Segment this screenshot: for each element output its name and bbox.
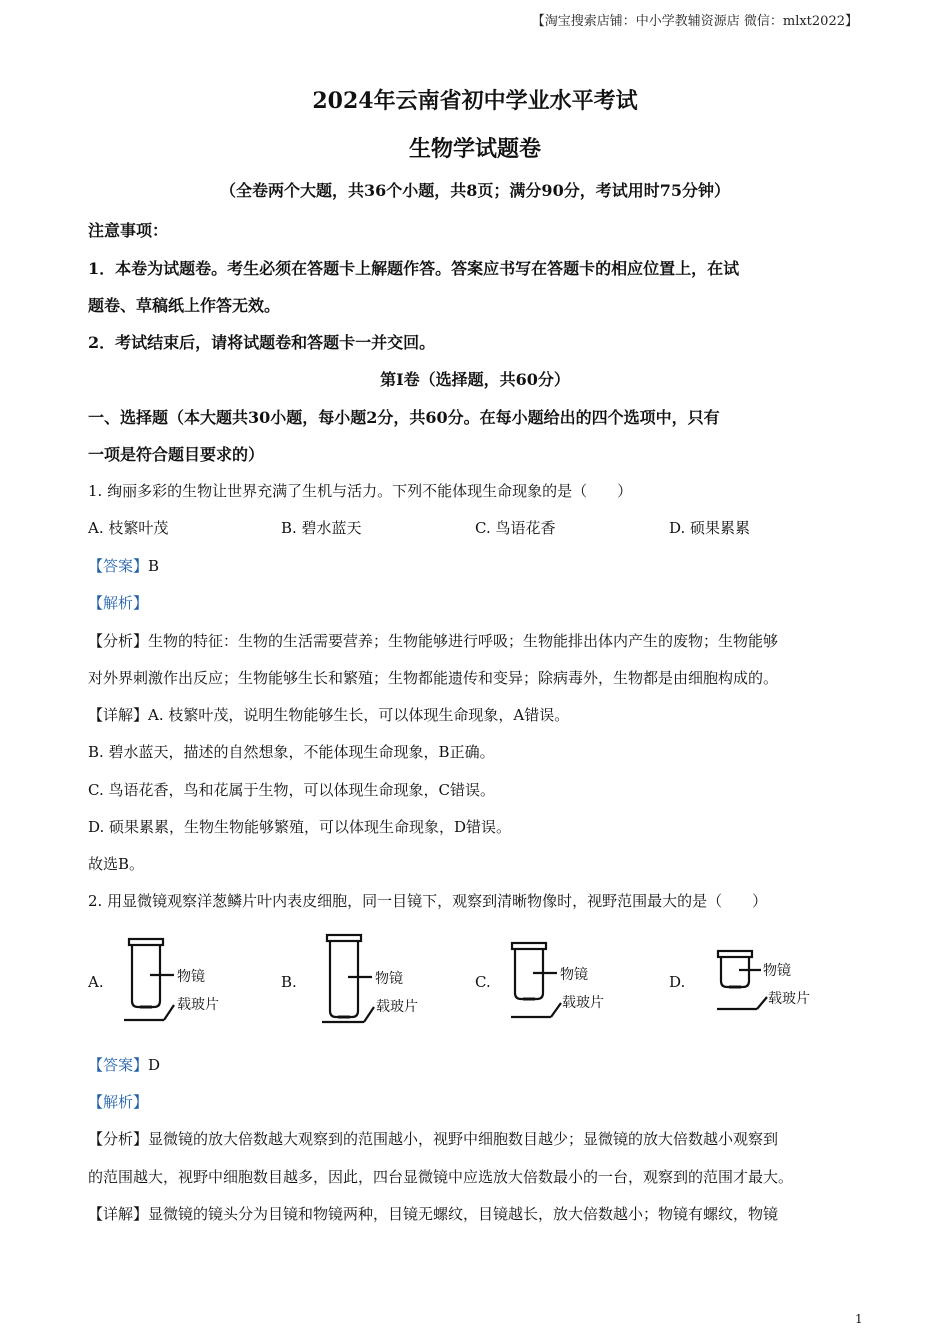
q2-stem: 2. 用显微镜观察洋葱鳞片叶内表皮细胞，同一目镜下，观察到清晰物像时，视野范围最大的是（ ）: [88, 892, 768, 910]
part-heading-line-1: 一、选择题（本大题共30小题，每小题2分，共60分。在每小题给出的四个选项中，只有: [88, 408, 720, 427]
exam-title: 2024年云南省初中学业水平考试: [312, 88, 638, 114]
objective-c-figure: [511, 943, 561, 1017]
q1-answer: B: [148, 557, 160, 575]
q2-fenxi-text-1: 显微镜的放大倍数越大观察到的范围越小，视野中细胞数目越少；显微镜的放大倍数越小观察到: [148, 1130, 779, 1148]
objective-label-b: 物镜: [375, 971, 403, 987]
q1-detail-a-text: A. 枝繁叶茂，说明生物能够生长，可以体现生命现象，A错误。: [148, 706, 570, 724]
slide-label-a: 载玻片: [177, 997, 219, 1013]
notice-item-2: 2．考试结束后，请将试题卷和答题卡一并交回。: [88, 333, 436, 352]
slide-b-pointer: [364, 1007, 374, 1022]
q1-option-b: B. 碧水蓝天: [281, 519, 362, 537]
exam-info: （全卷两个大题，共36个小题，共8页；满分90分，考试用时75分钟）: [220, 181, 730, 200]
part-heading-line-2: 一项是符合题目要求的）: [88, 445, 265, 464]
q2-answer-label: 【答案】: [88, 1056, 149, 1074]
slide-label-c: 载玻片: [562, 995, 604, 1011]
notice-heading: 注意事项：: [88, 221, 169, 240]
q2-detail-line-1: [88, 1203, 778, 1224]
slide-label-d: 载玻片: [768, 991, 810, 1007]
q2-fenxi-label: 【分析】: [88, 1130, 149, 1148]
q2-option-b-label: B.: [281, 973, 297, 991]
q1-detail-c: C. 鸟语花香，鸟和花属于生物，可以体现生命现象，C错误。: [88, 781, 495, 799]
q2-xiangjie-label: 【详解】: [88, 1205, 149, 1223]
q1-fenxi-line-1: [88, 630, 778, 651]
q1-stem: 1. 绚丽多彩的生物让世界充满了生机与活力。下列不能体现生命现象的是（ ）: [88, 482, 633, 500]
notice-item-1-line-1: 1．本卷为试题卷。考生必须在答题卡上解题作答。答案应书写在答题卡的相应位置上，在试: [88, 259, 740, 278]
q1-option-c: C. 鸟语花香: [475, 519, 556, 537]
slide-d-pointer: [757, 997, 767, 1009]
slide-a-pointer: [164, 1005, 174, 1020]
volume-title: 第Ⅰ卷（选择题，共60分）: [380, 370, 570, 389]
q1-detail-a: [88, 704, 569, 725]
objective-a-figure: [124, 939, 174, 1020]
q1-fenxi-label: 【分析】: [88, 632, 149, 650]
objective-b-body: [330, 941, 358, 1017]
q2-option-d-label: D.: [669, 973, 686, 991]
q2-detail-text-1: 显微镜的镜头分为目镜和物镜两种，目镜无螺纹，目镜越长，放大倍数越小；物镜有螺纹，物镜: [148, 1205, 779, 1223]
q2-option-a-label: A.: [88, 973, 104, 991]
objective-b-cap: [327, 935, 361, 941]
q2-option-c-label: C.: [475, 973, 491, 991]
q1-option-a: A. 枝繁叶茂: [88, 519, 169, 537]
q2-objective-figures: [0, 925, 950, 1030]
q1-xiangjie-label: 【详解】: [88, 706, 149, 724]
objective-d-cap: [718, 951, 752, 957]
q1-fenxi-line-2: 对外界刺激作出反应；生物能够生长和繁殖；生物都能遗传和变异；除病毒外，生物都是由细胞构成的。: [88, 669, 779, 687]
q1-option-d: D. 硕果累累: [669, 519, 751, 537]
q1-conclusion: 故选B。: [88, 855, 145, 873]
objective-label-c: 物镜: [560, 967, 588, 983]
objective-a-cap: [129, 939, 163, 945]
objective-label-a: 物镜: [177, 969, 205, 985]
q1-fenxi-text-1: 生物的特征：生物的生活需要营养；生物能够进行呼吸；生物能排出体内产生的废物；生物能够: [148, 632, 779, 650]
q2-answer-row: [88, 1054, 160, 1075]
slide-c-pointer: [551, 1003, 561, 1017]
objective-b-figure: [322, 935, 374, 1022]
q2-answer: D: [148, 1056, 161, 1074]
exam-subtitle: 生物学试题卷: [408, 136, 541, 162]
notice-item-1-line-2: 题卷、草稿纸上作答无效。: [88, 296, 281, 315]
slide-label-b: 载玻片: [376, 999, 418, 1015]
q1-detail-d: D. 硕果累累，生物生物能够繁殖，可以体现生命现象，D错误。: [88, 818, 512, 836]
objective-d-figure: [717, 951, 767, 1009]
q2-analysis-label: 【解析】: [88, 1093, 149, 1111]
q1-answer-row: [88, 555, 159, 576]
q1-detail-b: B. 碧水蓝天，描述的自然想象，不能体现生命现象，B正确。: [88, 743, 495, 761]
objective-c-cap: [512, 943, 546, 949]
q2-fenxi-line-1: [88, 1128, 778, 1149]
page-number: 1: [855, 1312, 863, 1326]
q1-analysis-label: 【解析】: [88, 594, 149, 612]
objective-label-d: 物镜: [763, 963, 791, 979]
watermark: 【淘宝搜索店铺：中小学教辅资源店 微信：mlxt2022】: [531, 14, 858, 29]
objective-d-body: [721, 957, 749, 987]
q1-answer-label: 【答案】: [88, 557, 149, 575]
q2-fenxi-line-2: 的范围越大，视野中细胞数目越多，因此，四台显微镜中应选放大倍数最小的一台，观察到的范围才最大。: [88, 1168, 794, 1186]
